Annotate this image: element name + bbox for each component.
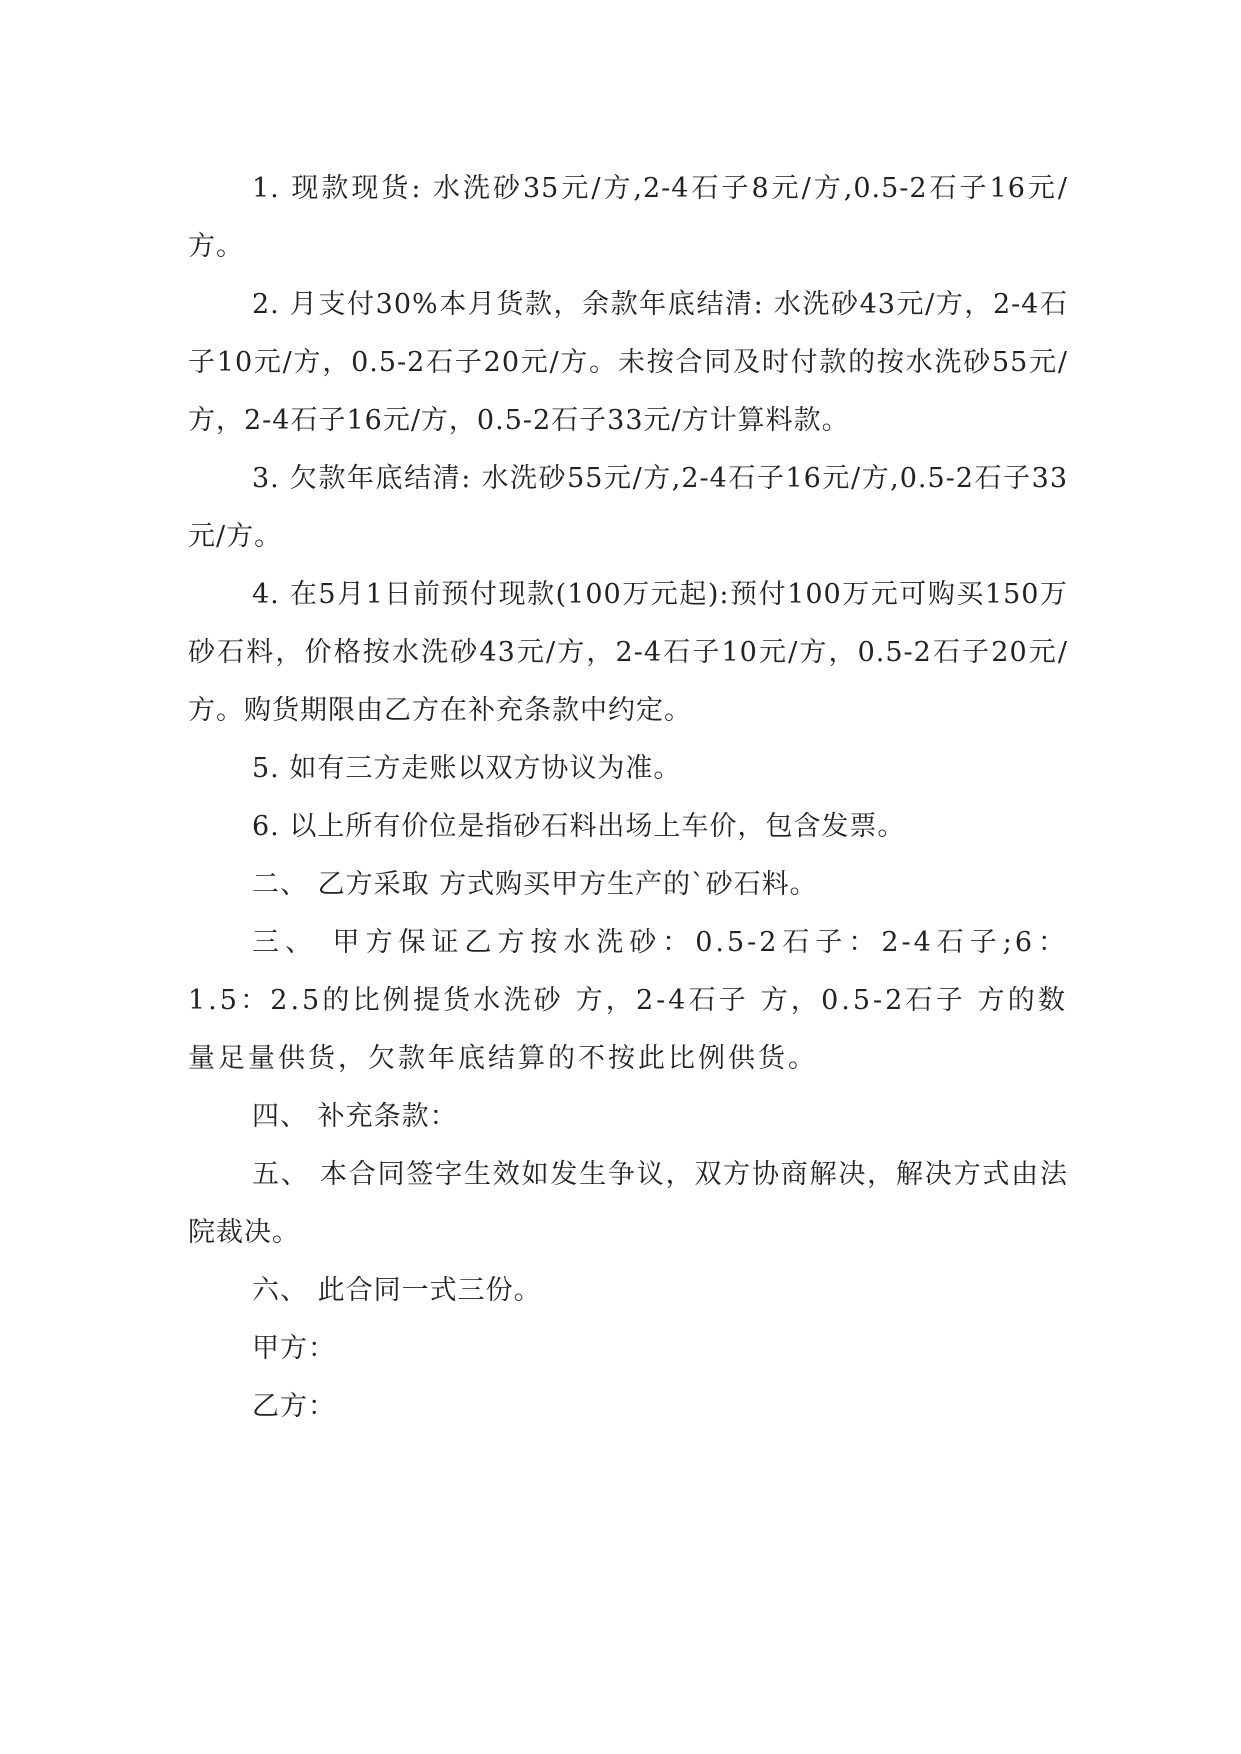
section-six-copies: 六、 此合同一式三份。 (252, 1275, 542, 1306)
section-five-dispute: 五、 本合同签字生效如发生争议，双方协商解决，解决方式由法院裁决。 (188, 1159, 1068, 1248)
section-two-purchase-method: 二、 乙方采取 方式购买甲方生产的`砂石料。 (252, 869, 818, 900)
clause-monthly-payment: 2. 月支付30%本月货款，余款年底结清: 水洗砂43元/方，2-4石子10元/方，0.5-2石子20元/方。未按合同及时付款的按水洗砂55元/方，2-4石子16元/方，0.5-2石子33元/方计算料款。 (188, 289, 1068, 436)
clause-cash-price: 1. 现款现货: 水洗砂35元/方,2-4石子8元/方,0.5-2石子16元/方。 (188, 173, 1068, 262)
party-b-signature-line: 乙方： (252, 1391, 336, 1422)
contract-body (188, 160, 1068, 1436)
clause-third-party: 5. 如有三方走账以双方协议为准。 (252, 753, 682, 784)
section-three-supply-ratio: 三、 甲方保证乙方按水洗砂：0.5-2石子：2-4石子;6：1.5：2.5的比例提货水洗砂 方，2-4石子 方，0.5-2石子 方的数量足量供货，欠款年底结算的不按此比例供货。 (188, 927, 1068, 1074)
section-four-supplementary: 四、 补充条款： (252, 1101, 458, 1132)
clause-year-end-settlement: 3. 欠款年底结清: 水洗砂55元/方,2-4石子16元/方,0.5-2石子33元/方。 (188, 463, 1068, 552)
party-a-signature-line: 甲方： (252, 1333, 336, 1364)
clause-price-scope: 6. 以上所有价位是指砂石料出场上车价，包含发票。 (252, 811, 906, 842)
clause-prepayment: 4. 在5月1日前预付现款(100万元起):预付100万元可购买150万砂石料，价格按水洗砂43元/方，2-4石子10元/方，0.5-2石子20元/方。购货期限由乙方在补充条款中约定。 (188, 579, 1069, 726)
